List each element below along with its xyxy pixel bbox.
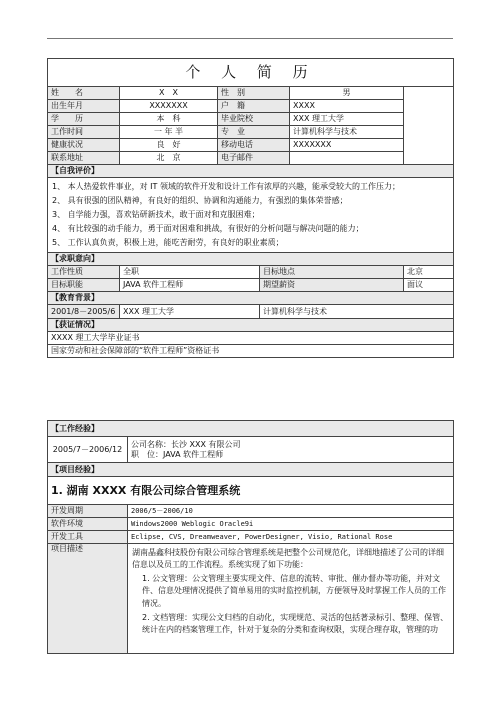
work-details bbox=[128, 437, 454, 463]
label-dev-period: 开发周期 bbox=[48, 505, 128, 518]
value-gender: 男 bbox=[290, 87, 404, 100]
label-address: 联系地址 bbox=[48, 152, 120, 165]
value-dev-tools: Eclipse, CVS, Dreamweaver, PowerDesigner, Visio, Rational Rose bbox=[128, 531, 454, 544]
value-email bbox=[290, 152, 404, 165]
value-address: 北 京 bbox=[120, 152, 218, 165]
work-period: 2005/7－2006/12 bbox=[48, 437, 128, 463]
value-expected-salary: 面议 bbox=[404, 279, 454, 292]
project-desc-row bbox=[48, 544, 454, 654]
list-item: 1、 本人热爱软件事业，对 IT 领域的软件开发和设计工作有浓厚的兴趣，能承受较大的工作压力； bbox=[52, 182, 400, 191]
value-name: X X bbox=[120, 87, 218, 100]
list-item: 2. 文档管理：实现公文归档的自动化，实现规范、灵活的包括著录标引、整理、保管、统计在内的档案管理工作，针对于复杂的分类和查询权限，实现合理存取，管理的功 bbox=[142, 612, 449, 635]
label-target-location: 目标地点 bbox=[260, 266, 404, 279]
page-top-rule bbox=[47, 38, 453, 39]
value-major: 计算机科学与技术 bbox=[290, 126, 404, 139]
label-major: 专 业 bbox=[218, 126, 290, 139]
value-degree: 本 科 bbox=[120, 113, 218, 126]
basic-row bbox=[48, 152, 454, 165]
list-item: 2、 具有很强的团队精神，有良好的组织、协调和沟通能力，有强烈的集体荣誉感； bbox=[52, 196, 348, 205]
list-item: 5、 工作认真负责，积极上进，能吃苦耐劳，有良好的职业素质； bbox=[52, 238, 284, 247]
value-target-role: JAVA 软件工程师 bbox=[120, 279, 260, 292]
education-period: 2001/8－2005/6 bbox=[48, 305, 120, 319]
project-row bbox=[48, 518, 454, 531]
label-gender: 性 别 bbox=[218, 87, 290, 100]
project-title: 1. 湖南 XXXX 有限公司综合管理系统 bbox=[48, 477, 454, 505]
label-school: 毕业院校 bbox=[218, 113, 290, 126]
section-heading-certificates: 【获证情况】 bbox=[48, 319, 454, 332]
certificate-item: 国家劳动和社会保障部的“软件工程师”资格证书 bbox=[48, 345, 454, 358]
education-major: 计算机科学与技术 bbox=[260, 305, 454, 319]
project-desc-intro: 湖南晶鑫科技股份有限公司综合管理系统是把整个公司规范化，详细地描述了公司的详细信息以及员工的工作流程。系统实现了如下功能： bbox=[132, 548, 444, 570]
label-expected-salary: 期望薪资 bbox=[260, 279, 404, 292]
value-school: XXX 理工大学 bbox=[290, 113, 404, 126]
basic-row bbox=[48, 126, 454, 139]
work-row bbox=[48, 437, 454, 463]
project-feature-list bbox=[132, 572, 449, 638]
value-worktime: 一 年 半 bbox=[120, 126, 218, 139]
work-company: 公司名称：长沙 XXX 有限公司 bbox=[131, 439, 241, 449]
list-item: 1. 公文管理：公文管理主要实现文件、信息的流转、审批、催办督办等功能，并对文件、信息处理情况提供了简单易用的实时监控机制，方便领导及时掌握工作人员的工作情况。 bbox=[142, 573, 446, 608]
section-heading-intention: 【求职意向】 bbox=[48, 253, 454, 266]
label-email: 电子邮件 bbox=[218, 152, 290, 165]
label-project-desc: 项目描述 bbox=[48, 544, 128, 654]
certificate-item: XXXX 理工大学毕业证书 bbox=[48, 332, 454, 345]
value-birth: XXXXXXX bbox=[120, 100, 218, 113]
basic-row bbox=[48, 113, 454, 126]
label-degree: 学 历 bbox=[48, 113, 120, 126]
value-hukou: XXXX bbox=[290, 100, 404, 113]
education-row bbox=[48, 305, 454, 319]
basic-row bbox=[48, 139, 454, 152]
value-mobile: XXXXXXX bbox=[290, 139, 404, 152]
education-school: XXX 理工大学 bbox=[120, 305, 260, 319]
resume-title: 个 人 简 历 bbox=[48, 59, 454, 87]
label-hukou: 户 籍 bbox=[218, 100, 290, 113]
value-job-type: 全职 bbox=[120, 266, 260, 279]
label-health: 健康状况 bbox=[48, 139, 120, 152]
intention-row bbox=[48, 279, 454, 292]
label-worktime: 工作时间 bbox=[48, 126, 120, 139]
basic-row bbox=[48, 87, 454, 100]
resume-table-page2 bbox=[47, 420, 454, 654]
project-row bbox=[48, 531, 454, 544]
value-health: 良 好 bbox=[120, 139, 218, 152]
value-software-env: Windows2000 Weblogic Oracle9i bbox=[128, 518, 454, 531]
photo-box bbox=[404, 87, 454, 165]
section-heading-self-eval: 【自我评价】 bbox=[48, 165, 454, 178]
label-mobile: 移动电话 bbox=[218, 139, 290, 152]
label-target-role: 目标职能 bbox=[48, 279, 120, 292]
label-birth: 出生年月 bbox=[48, 100, 120, 113]
project-description bbox=[128, 544, 454, 654]
intention-row bbox=[48, 266, 454, 279]
project-row bbox=[48, 505, 454, 518]
list-item: 4、 有比较强的动手能力，勇于面对困难和挑战，有很好的分析问题与解决问题的能力； bbox=[52, 224, 364, 233]
work-position: 职 位：JAVA 软件工程师 bbox=[131, 449, 224, 459]
list-item: 3、 自学能力强，喜欢钻研新技术，敢于面对和克服困难； bbox=[52, 210, 260, 219]
value-target-location: 北京 bbox=[404, 266, 454, 279]
section-heading-education: 【教育背景】 bbox=[48, 292, 454, 305]
label-job-type: 工作性质 bbox=[48, 266, 120, 279]
resume-table-page1 bbox=[47, 58, 454, 358]
basic-row bbox=[48, 100, 454, 113]
value-dev-period: 2006/5－2006/10 bbox=[128, 505, 454, 518]
label-dev-tools: 开发工具 bbox=[48, 531, 128, 544]
label-name: 姓 名 bbox=[48, 87, 120, 100]
section-heading-work: 【工作经验】 bbox=[48, 421, 454, 437]
self-eval-list bbox=[48, 178, 454, 253]
section-heading-projects: 【项目经验】 bbox=[48, 463, 454, 477]
label-software-env: 软件环境 bbox=[48, 518, 128, 531]
